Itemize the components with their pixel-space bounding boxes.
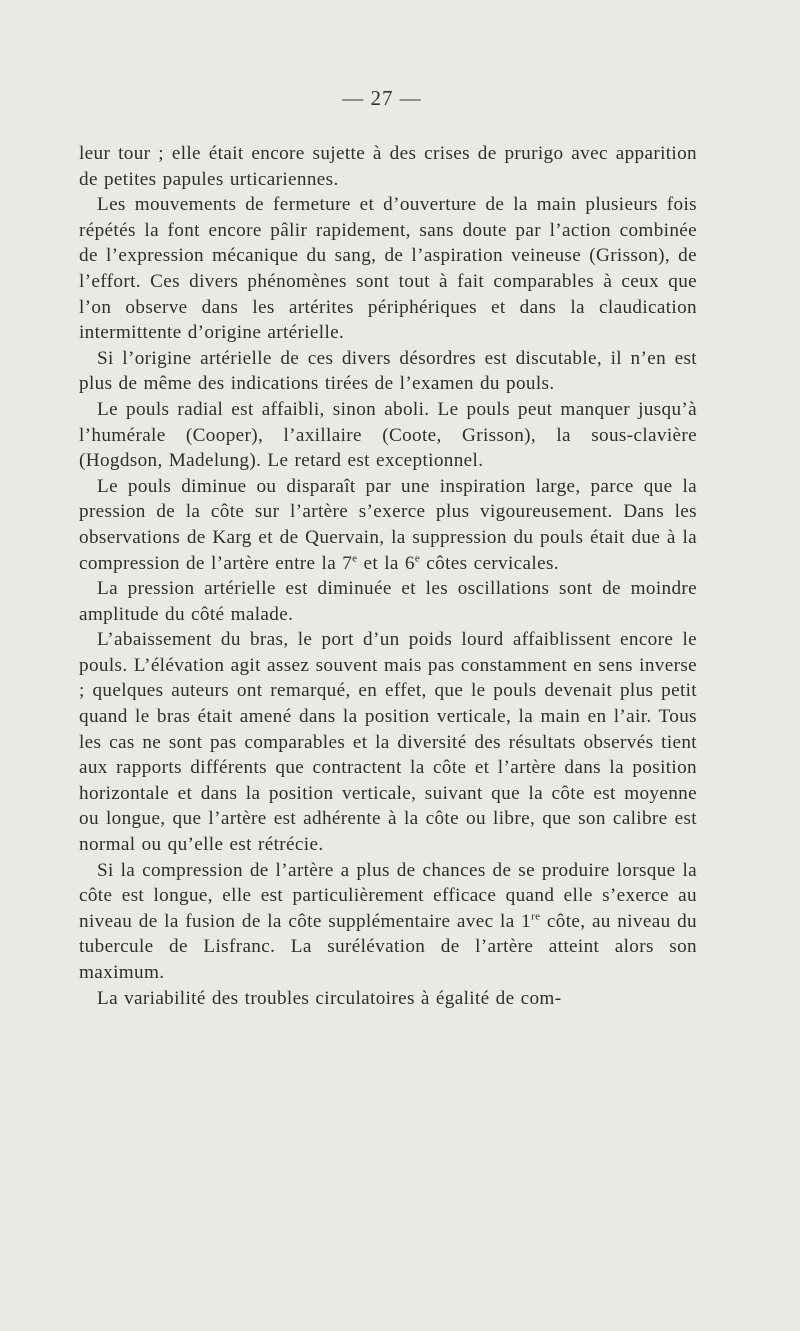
page-number: — 27 —	[342, 86, 422, 110]
paragraph-8-text-before: Si la compression de l’artère a plus de chances de se produire lorsque la côte est longue, elle est particulièrement efficace quand elle s’exerce au niveau de la fusion de la côte supplémentaire avec la 1	[79, 859, 697, 932]
ordinal-superscript: re	[531, 910, 541, 923]
paragraph-6: La pression artérielle est diminuée et les oscillations sont de moindre amplitude du côté malade.	[79, 578, 697, 625]
paragraph-8	[79, 858, 697, 986]
paragraph-3: Si l’origine artérielle de ces divers désordres est discutable, il n’en est plus de même des indications tirées de l’examen du pouls.	[79, 347, 697, 395]
paragraph-4: Le pouls radial est affaibli, sinon aboli. Le pouls peut manquer jusqu’à l’humérale (Cooper), l’axillaire (Coote, Grisson), la sous-clavière (Hogdson, Madelung). Le retard est exceptionnel.	[79, 398, 697, 472]
ordinal-superscript: e	[352, 552, 358, 565]
paragraph-7: L’abaissement du bras, le port d’un poids lourd affaiblissent encore le pouls. L’élévation agit assez souvent mais pas constamment en sens inverse ; quelques auteurs ont remarqué, en effet, que le pouls devenait plus petit quand le bras était amené dans la position verticale, la main en l’air. Tous les cas ne sont pas comparables et la diversité des résultats observés tient aux rapports différents que contractent la côte et l’artère dans la position horizontale et dans la position verticale, suivant que la côte est moyenne ou longue, que l’artère est adhérente à la côte ou libre, que son calibre est normal ou qu’elle est rétrécie.	[79, 629, 697, 856]
paragraph-1: leur tour ; elle était encore sujette à des crises de prurigo avec apparition de petites papules urticariennes.	[79, 143, 697, 190]
paragraph-5	[79, 474, 697, 576]
paragraph-2: Les mouvements de fermeture et d’ouverture de la main plusieurs fois répétés la font encore pâlir rapidement, sans doute par l’action combinée de l’expression mécanique du sang, de l’aspiration veineuse (Grisson), de l’effort. Ces divers phénomènes sont tout à fait comparables à ceux que l’on observe dans les artérites périphériques et dans la claudication intermittente d’origine artérielle.	[79, 194, 697, 344]
paragraph-9: La variabilité des troubles circulatoires à égalité de com-	[97, 987, 562, 1009]
paragraph-5-text-before: Le pouls diminue ou disparaît par une inspiration large, parce que la pression de la côte sur l’artère s’exerce plus vigoureusement. Dans les observations de Karg et de Quervain, la suppression du pouls était due à la compression de l’artère entre la 7	[79, 475, 697, 574]
paragraph-5-text-after: côtes cervicales.	[420, 552, 559, 574]
paragraph-5-text-middle: et la 6	[357, 552, 415, 574]
ordinal-superscript: e	[414, 552, 421, 565]
paragraph-8-text-after: côte, au niveau du tubercule de Lisfranc. La surélévation de l’artère atteint alors son maximum.	[79, 910, 697, 983]
body-text	[79, 141, 697, 1011]
